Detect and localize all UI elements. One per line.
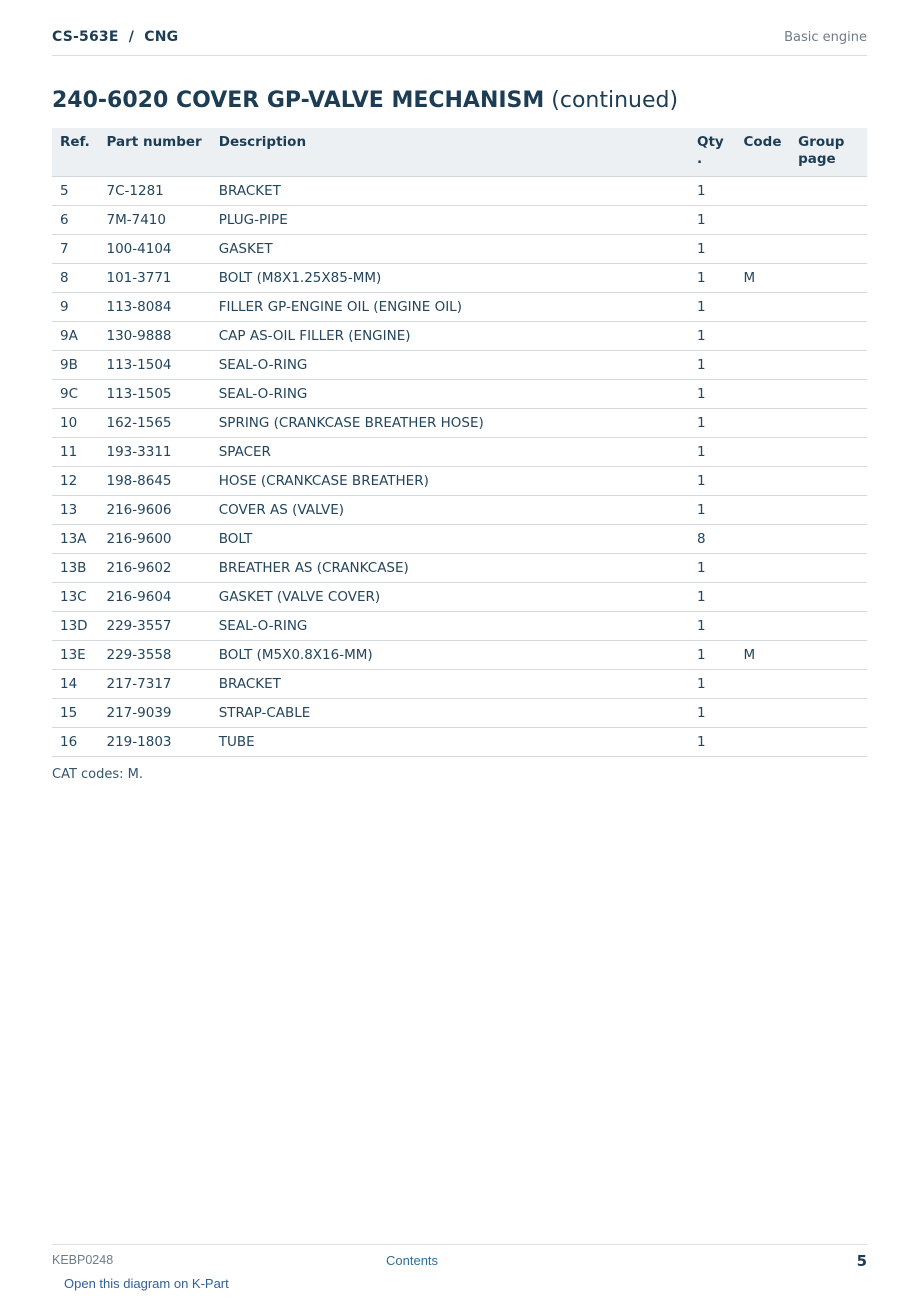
table-row xyxy=(52,235,867,264)
cell-code: M xyxy=(736,641,791,670)
cell-group-page xyxy=(790,351,867,380)
table-row xyxy=(52,525,867,554)
cell-ref: 13A xyxy=(52,525,99,554)
cell-description: SPRING (CRANKCASE BREATHER HOSE) xyxy=(211,409,689,438)
cell-part-number: 7M-7410 xyxy=(99,206,211,235)
cell-ref: 13E xyxy=(52,641,99,670)
cell-ref: 5 xyxy=(52,177,99,206)
cell-group-page xyxy=(790,264,867,293)
cell-code xyxy=(736,612,791,641)
cell-ref: 12 xyxy=(52,467,99,496)
table-row xyxy=(52,351,867,380)
document-page xyxy=(52,0,867,1300)
cell-group-page xyxy=(790,380,867,409)
table-row xyxy=(52,641,867,670)
cell-code xyxy=(736,583,791,612)
table-row xyxy=(52,409,867,438)
cell-part-number: 113-8084 xyxy=(99,293,211,322)
cell-part-number: 229-3558 xyxy=(99,641,211,670)
cell-part-number: 193-3311 xyxy=(99,438,211,467)
cell-code xyxy=(736,322,791,351)
cell-ref: 11 xyxy=(52,438,99,467)
table-row xyxy=(52,293,867,322)
cell-part-number: 113-1504 xyxy=(99,351,211,380)
cell-qty: 8 xyxy=(689,525,736,554)
cell-ref: 8 xyxy=(52,264,99,293)
parts-table-body xyxy=(52,177,867,757)
table-row xyxy=(52,699,867,728)
cell-code xyxy=(736,670,791,699)
cell-description: GASKET xyxy=(211,235,689,264)
col-group-line2: page xyxy=(798,151,836,167)
cell-group-page xyxy=(790,438,867,467)
cell-part-number: 216-9604 xyxy=(99,583,211,612)
cell-description: TUBE xyxy=(211,728,689,757)
cell-part-number: 113-1505 xyxy=(99,380,211,409)
footer-divider xyxy=(52,1244,867,1245)
table-row xyxy=(52,177,867,206)
cell-code xyxy=(736,206,791,235)
table-row xyxy=(52,728,867,757)
cell-group-page xyxy=(790,467,867,496)
cell-qty: 1 xyxy=(689,699,736,728)
contents-link[interactable]: Contents xyxy=(386,1253,439,1268)
table-row xyxy=(52,467,867,496)
table-row xyxy=(52,496,867,525)
table-row xyxy=(52,206,867,235)
cell-description: SPACER xyxy=(211,438,689,467)
cell-ref: 15 xyxy=(52,699,99,728)
cell-qty: 1 xyxy=(689,641,736,670)
cell-group-page xyxy=(790,670,867,699)
cell-code xyxy=(736,438,791,467)
cell-qty: 1 xyxy=(689,293,736,322)
cell-code xyxy=(736,728,791,757)
model-label: CS-563E / CNG xyxy=(52,29,179,45)
cell-group-page xyxy=(790,699,867,728)
cell-group-page xyxy=(790,235,867,264)
cell-ref: 7 xyxy=(52,235,99,264)
cell-group-page xyxy=(790,177,867,206)
cell-code xyxy=(736,409,791,438)
cell-description: BOLT xyxy=(211,525,689,554)
cell-code xyxy=(736,293,791,322)
col-group-page xyxy=(790,128,867,177)
cell-code xyxy=(736,177,791,206)
cell-qty: 1 xyxy=(689,409,736,438)
cell-description: SEAL-O-RING xyxy=(211,351,689,380)
col-part-number: Part number xyxy=(99,128,211,177)
page-header xyxy=(52,28,867,56)
cell-description: BOLT (M8X1.25X85-MM) xyxy=(211,264,689,293)
cell-qty: 1 xyxy=(689,583,736,612)
cell-qty: 1 xyxy=(689,670,736,699)
cell-part-number: 216-9606 xyxy=(99,496,211,525)
cell-description: SEAL-O-RING xyxy=(211,612,689,641)
open-kpart-link[interactable]: Open this diagram on K-Part xyxy=(64,1276,229,1291)
cell-description: GASKET (VALVE COVER) xyxy=(211,583,689,612)
document-id: KEBP0248 xyxy=(52,1253,114,1267)
cell-description: COVER AS (VALVE) xyxy=(211,496,689,525)
cell-ref: 10 xyxy=(52,409,99,438)
cell-code xyxy=(736,467,791,496)
cell-qty: 1 xyxy=(689,177,736,206)
cell-description: FILLER GP-ENGINE OIL (ENGINE OIL) xyxy=(211,293,689,322)
cell-group-page xyxy=(790,525,867,554)
col-group-line1: Group xyxy=(798,134,845,150)
cell-group-page xyxy=(790,612,867,641)
cell-group-page xyxy=(790,496,867,525)
cell-code xyxy=(736,351,791,380)
cell-code xyxy=(736,525,791,554)
cell-part-number: 198-8645 xyxy=(99,467,211,496)
cell-description: STRAP-CABLE xyxy=(211,699,689,728)
cell-group-page xyxy=(790,554,867,583)
cell-part-number: 101-3771 xyxy=(99,264,211,293)
cell-part-number: 130-9888 xyxy=(99,322,211,351)
cell-qty: 1 xyxy=(689,554,736,583)
cell-description: HOSE (CRANKCASE BREATHER) xyxy=(211,467,689,496)
cell-ref: 14 xyxy=(52,670,99,699)
cell-group-page xyxy=(790,409,867,438)
table-row xyxy=(52,554,867,583)
cell-part-number: 219-1803 xyxy=(99,728,211,757)
cell-qty: 1 xyxy=(689,728,736,757)
cell-description: CAP AS-OIL FILLER (ENGINE) xyxy=(211,322,689,351)
col-code: Code xyxy=(736,128,791,177)
cell-part-number: 229-3557 xyxy=(99,612,211,641)
cell-ref: 9 xyxy=(52,293,99,322)
cell-code xyxy=(736,699,791,728)
cell-part-number: 7C-1281 xyxy=(99,177,211,206)
cell-group-page xyxy=(790,206,867,235)
title-suffix: (continued) xyxy=(551,88,679,113)
cell-qty: 1 xyxy=(689,467,736,496)
cell-description: BRACKET xyxy=(211,670,689,699)
table-header-row xyxy=(52,128,867,177)
cell-part-number: 217-9039 xyxy=(99,699,211,728)
table-row xyxy=(52,670,867,699)
cell-description: SEAL-O-RING xyxy=(211,380,689,409)
cat-codes-note: CAT codes: M. xyxy=(52,767,144,782)
cell-qty: 1 xyxy=(689,351,736,380)
cell-group-page xyxy=(790,728,867,757)
table-row xyxy=(52,264,867,293)
table-row xyxy=(52,380,867,409)
cell-ref: 9A xyxy=(52,322,99,351)
cell-qty: 1 xyxy=(689,264,736,293)
cell-description: PLUG-PIPE xyxy=(211,206,689,235)
cell-part-number: 100-4104 xyxy=(99,235,211,264)
table-row xyxy=(52,438,867,467)
cell-ref: 13D xyxy=(52,612,99,641)
cell-description: BRACKET xyxy=(211,177,689,206)
cell-code xyxy=(736,496,791,525)
cell-group-page xyxy=(790,583,867,612)
col-qty-line2: . xyxy=(697,151,703,167)
cell-code xyxy=(736,380,791,409)
cell-ref: 13 xyxy=(52,496,99,525)
table-row xyxy=(52,322,867,351)
cell-code xyxy=(736,235,791,264)
cell-qty: 1 xyxy=(689,235,736,264)
cell-qty: 1 xyxy=(689,206,736,235)
cell-ref: 9B xyxy=(52,351,99,380)
section-name: Basic engine xyxy=(784,30,867,45)
title-main: 240-6020 COVER GP-VALVE MECHANISM xyxy=(52,88,545,113)
cell-code: M xyxy=(736,264,791,293)
page-number: 5 xyxy=(856,1252,867,1270)
cell-part-number: 162-1565 xyxy=(99,409,211,438)
table-row xyxy=(52,583,867,612)
cell-description: BREATHER AS (CRANKCASE) xyxy=(211,554,689,583)
col-qty xyxy=(689,128,736,177)
cell-qty: 1 xyxy=(689,612,736,641)
col-ref: Ref. xyxy=(52,128,99,177)
cell-group-page xyxy=(790,322,867,351)
cell-part-number: 217-7317 xyxy=(99,670,211,699)
page-title xyxy=(52,88,678,113)
cell-qty: 1 xyxy=(689,438,736,467)
cell-group-page xyxy=(790,293,867,322)
cell-ref: 6 xyxy=(52,206,99,235)
cell-description: BOLT (M5X0.8X16-MM) xyxy=(211,641,689,670)
col-qty-line1: Qty xyxy=(697,134,724,150)
cell-group-page xyxy=(790,641,867,670)
cell-ref: 16 xyxy=(52,728,99,757)
parts-table xyxy=(52,128,867,757)
cell-ref: 9C xyxy=(52,380,99,409)
cell-part-number: 216-9602 xyxy=(99,554,211,583)
col-description: Description xyxy=(211,128,689,177)
cell-qty: 1 xyxy=(689,380,736,409)
cell-qty: 1 xyxy=(689,496,736,525)
cell-ref: 13C xyxy=(52,583,99,612)
table-row xyxy=(52,612,867,641)
cell-ref: 13B xyxy=(52,554,99,583)
cell-part-number: 216-9600 xyxy=(99,525,211,554)
cell-code xyxy=(736,554,791,583)
cell-qty: 1 xyxy=(689,322,736,351)
